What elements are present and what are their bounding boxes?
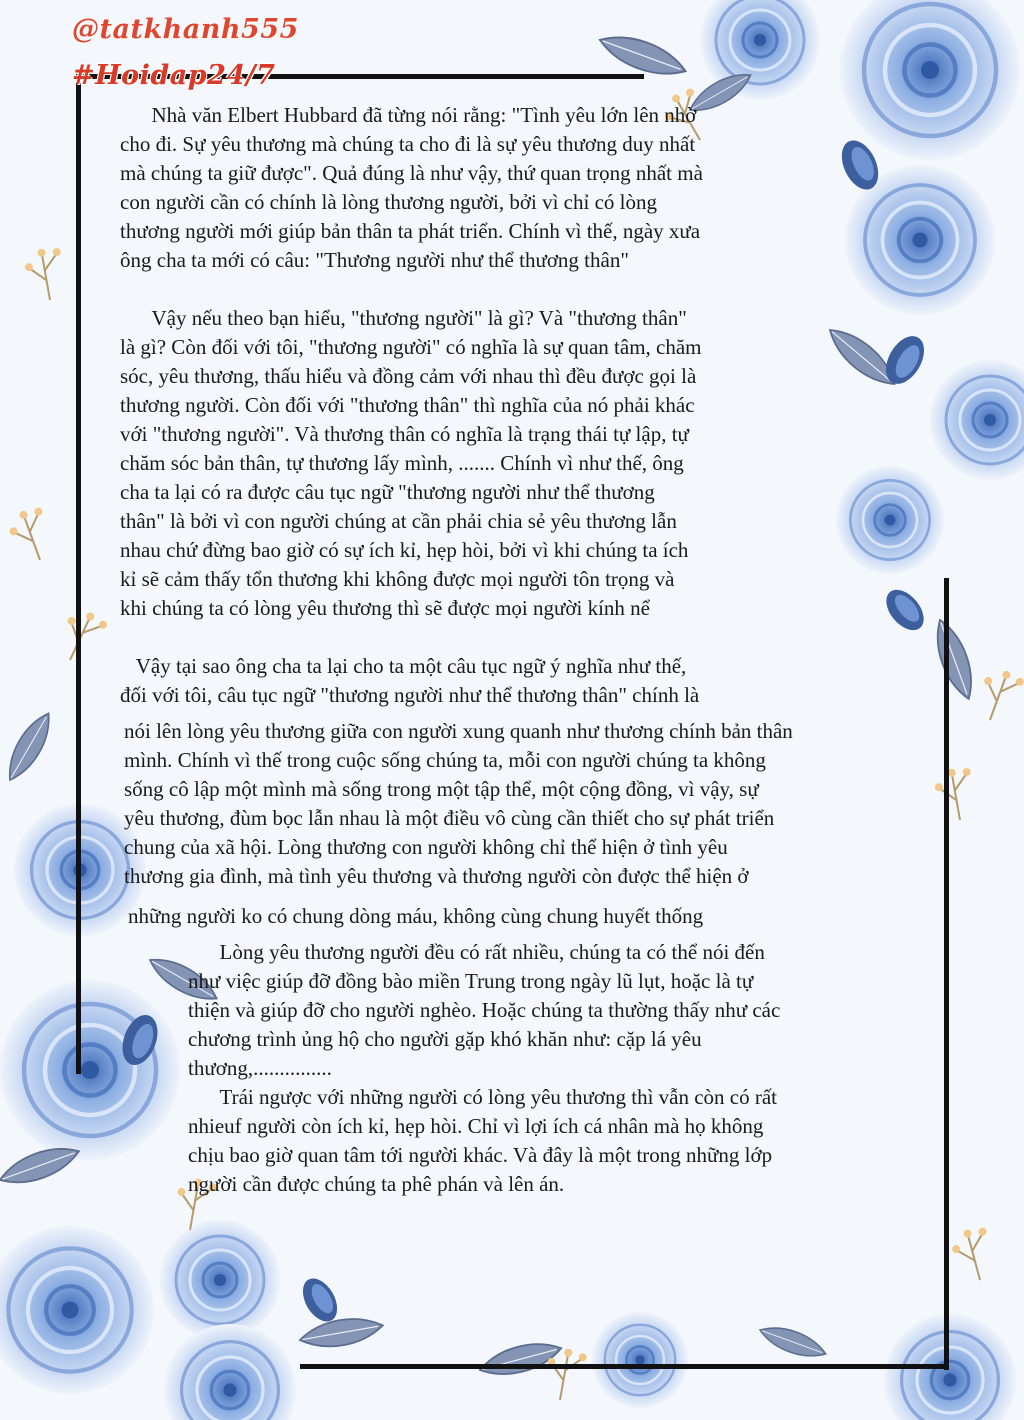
frame-left	[76, 74, 81, 1074]
text-line: ông cha ta mới có câu: "Thương người như thể thương thân"	[120, 248, 629, 272]
text-line: là gì? Còn đối với tôi, "thương người" có nghĩa là sự quan tâm, chăm	[120, 335, 702, 359]
paragraph-meaning	[120, 652, 699, 710]
text-line: nói lên lòng yêu thương giữa con người xung quanh như thương chính bản thân	[124, 719, 793, 743]
text-line: những người ko có chung dòng máu, không cùng chung huyết thống	[128, 904, 704, 928]
text-line: sống cô lập một mình mà sống trong một tập thể, một cộng đồng, vì vậy, sự	[124, 777, 759, 801]
text-line: Lòng yêu thương người đều có rất nhiều, chúng ta có thể nói đến	[188, 940, 765, 964]
text-line: đối với tôi, câu tục ngữ "thương người như thể thương thân" chính là	[120, 683, 700, 707]
text-line: Trái ngược với những người có lòng yêu thương thì vẫn còn có rất	[188, 1085, 778, 1109]
text-line: mình. Chính vì thế trong cuộc sống chúng ta, mỗi con người chúng ta không	[124, 748, 766, 772]
text-line: Nhà văn Elbert Hubbard đã từng nói rằng: "Tình yêu lớn lên nhờ	[120, 103, 697, 127]
text-line: nhau chứ đừng bao giờ có sự ích kỉ, hẹp hòi, bởi vì khi chúng ta ích	[120, 538, 689, 562]
text-line: người cần được chúng ta phê phán và lên án.	[188, 1172, 565, 1196]
text-line: cha ta lại có ra được câu tục ngữ "thương người như thể thương	[120, 480, 655, 504]
frame-bottom	[300, 1364, 949, 1369]
text-line: với "thương người". Và thương thân có nghĩa là trạng thái tự lập, tự	[120, 422, 689, 446]
text-line: mà chúng ta giữ được". Quả đúng là như vậy, thứ quan trọng nhất mà	[120, 161, 703, 185]
text-line: thương người. Còn đối với "thương thân" thì nghĩa của nó phải khác	[120, 393, 695, 417]
text-line: thương,...............	[188, 1056, 332, 1080]
text-line: con người cần có chính là lòng thương người, bởi vì chỉ có lòng	[120, 190, 657, 214]
text-line: chung của xã hội. Lòng thương con người không chỉ thể hiện ở tình yêu	[124, 835, 728, 859]
frame-right	[944, 578, 949, 1370]
paragraph-definition	[120, 304, 702, 623]
paragraph-examples	[188, 938, 780, 1083]
text-line: thân" là bởi vì con người chúng at cần phải chia sẻ yêu thương lẫn	[120, 509, 677, 533]
text-line: chịu bao giờ quan tâm tới người khác. Và đây là một trong những lớp	[188, 1143, 773, 1167]
text-line: nhieuf người còn ích kỉ, hẹp hòi. Chỉ vì lợi ích cá nhân mà họ không	[188, 1114, 764, 1138]
paragraph-society	[124, 717, 793, 891]
paragraph-intro	[120, 101, 703, 275]
text-line: thương người mới giúp bản thân ta phát triển. Chính vì thế, ngày xưa	[120, 219, 701, 243]
text-line: thiện và giúp đỡ cho người nghèo. Hoặc chúng ta thường thấy như các	[188, 998, 781, 1022]
text-line: chương trình ủng hộ cho người gặp khó khăn như: cặp lá yêu	[188, 1027, 702, 1051]
text-line: như việc giúp đỡ đồng bào miền Trung trong ngày lũ lụt, hoặc là tự	[188, 969, 754, 993]
paragraph-bloodline	[128, 902, 703, 931]
text-line: khi chúng ta có lòng yêu thương thì sẽ được mọi người kính nể	[120, 596, 650, 620]
paragraph-criticism	[188, 1083, 777, 1199]
text-line: kỉ sẽ cảm thấy tổn thương khi không được mọi người tôn trọng và	[120, 567, 675, 591]
watermark-tag: #Hoidap24/7	[72, 60, 276, 91]
text-line: chăm sóc bản thân, tự thương lấy mình, ....... Chính vì như thế, ông	[120, 451, 684, 475]
watermark-handle: @tatkhanh555	[72, 14, 299, 45]
text-line: cho đi. Sự yêu thương mà chúng ta cho đi là sự yêu thương duy nhất	[120, 132, 696, 156]
text-line: Vậy nếu theo bạn hiểu, "thương người" là gì? Và "thương thân"	[120, 306, 687, 330]
text-line: thương gia đình, mà tình yêu thương và thương người còn được thể hiện ở	[124, 864, 749, 888]
text-line: Vậy tại sao ông cha ta lại cho ta một câu tục ngữ ý nghĩa như thế,	[120, 654, 687, 678]
text-line: yêu thương, đùm bọc lẫn nhau là một điều vô cùng cần thiết cho sự phát triển	[124, 806, 775, 830]
text-line: sóc, yêu thương, thấu hiểu và đồng cảm với nhau thì đều được gọi là	[120, 364, 697, 388]
